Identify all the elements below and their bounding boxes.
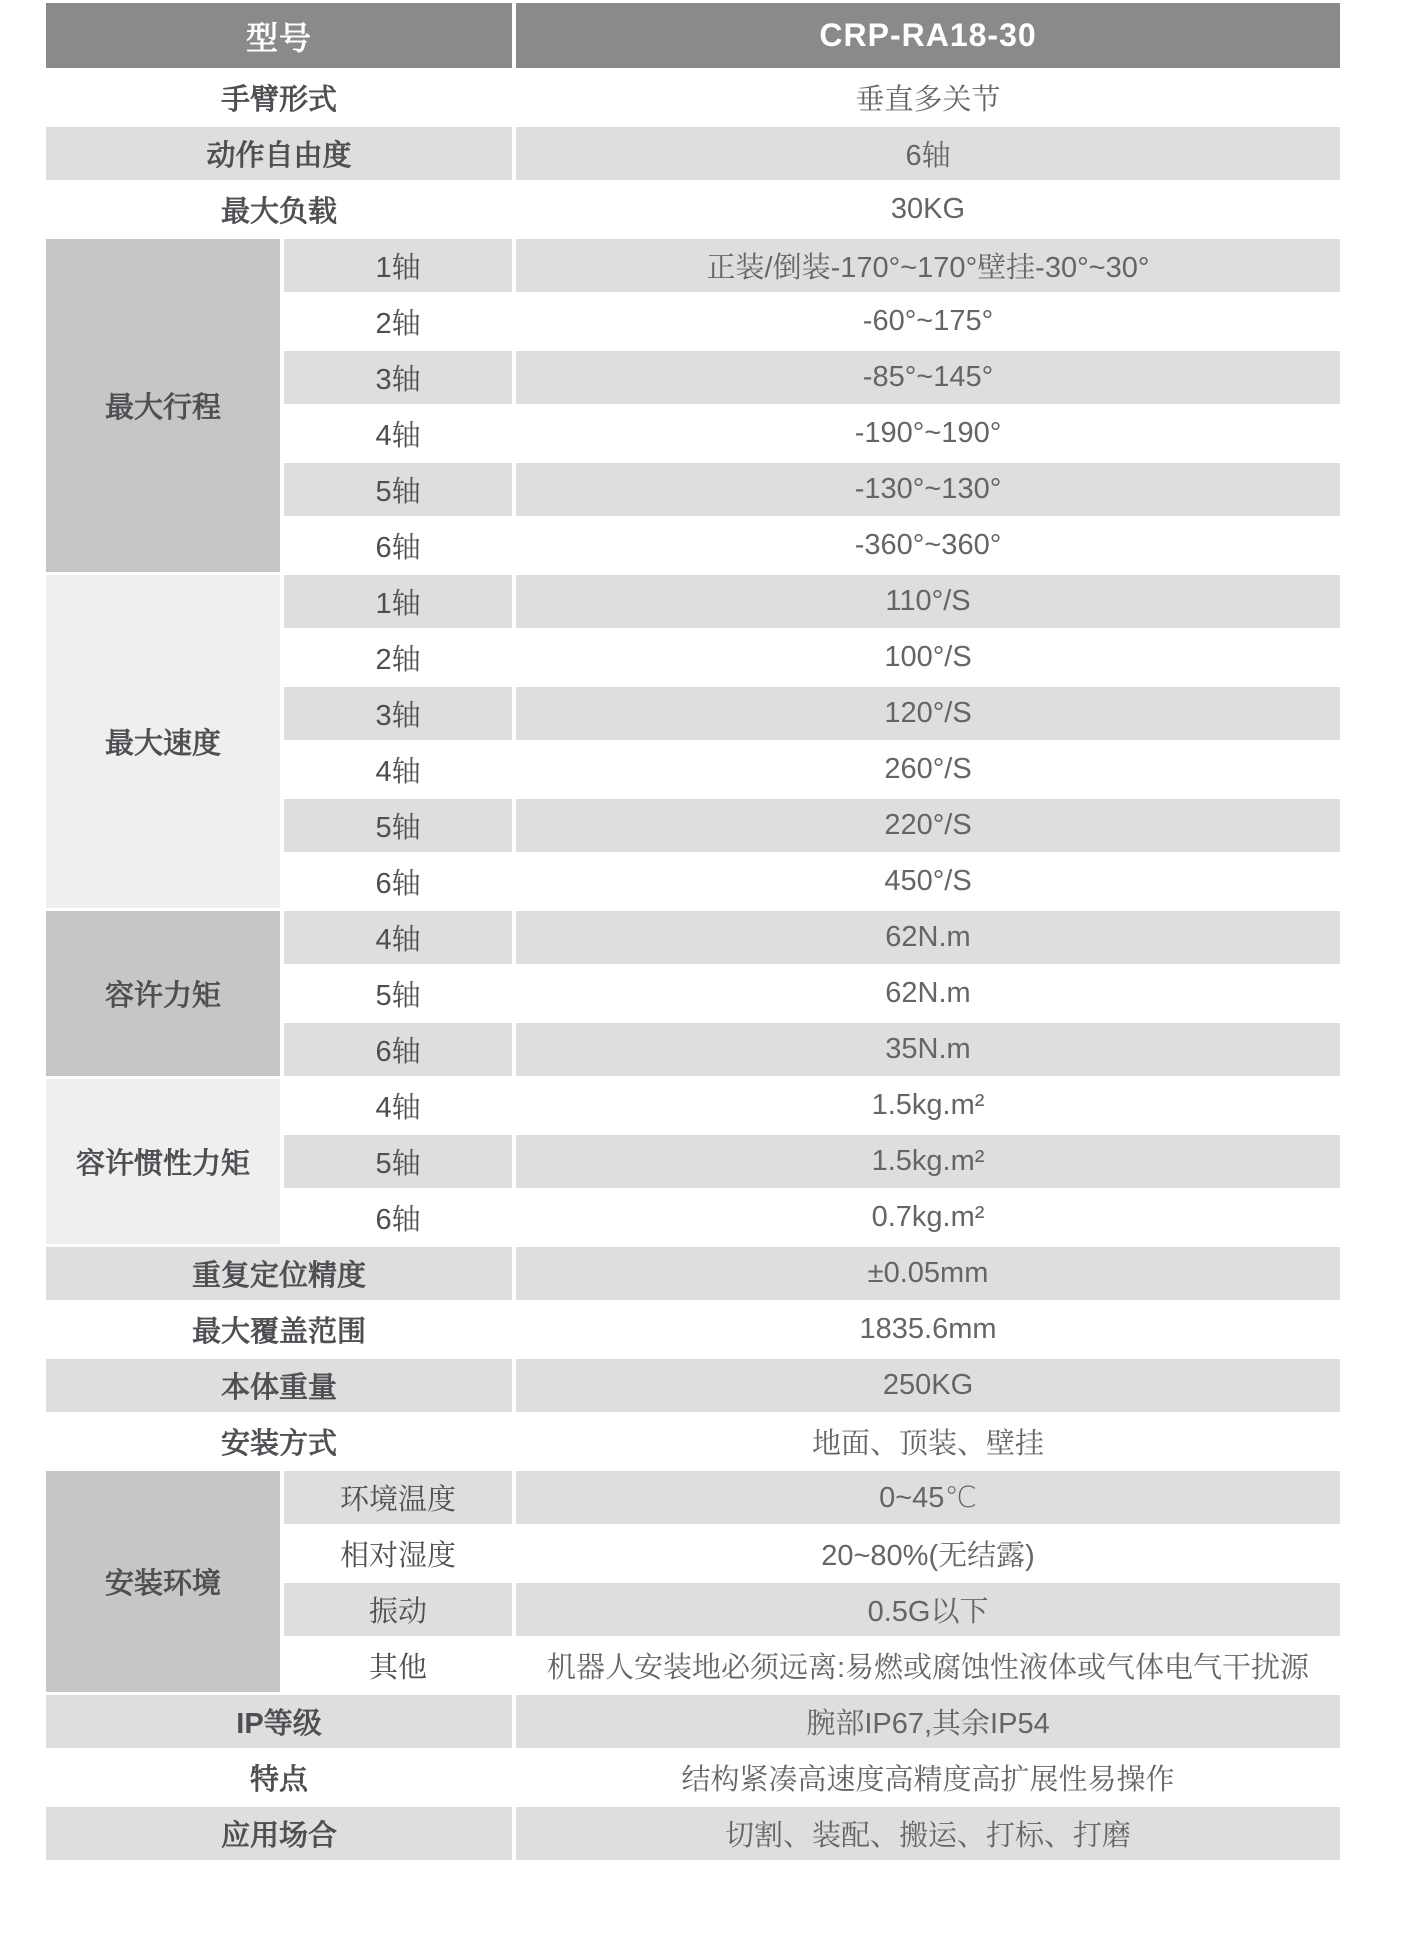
axis-label: 6轴 (284, 855, 512, 908)
env-label: 相对湿度 (284, 1527, 512, 1580)
axis-label: 4轴 (284, 911, 512, 964)
row-label-features: 特点 (46, 1751, 512, 1804)
table-row (46, 1751, 1340, 1804)
axis-value: 62N.m (516, 967, 1340, 1020)
env-value: 0~45℃ (516, 1471, 1340, 1524)
axis-label: 4轴 (284, 1079, 512, 1132)
env-label: 振动 (284, 1583, 512, 1636)
axis-label: 3轴 (284, 687, 512, 740)
axis-label: 5轴 (284, 463, 512, 516)
axis-value: -60°~175° (516, 295, 1340, 348)
row-value-dof: 6轴 (516, 127, 1340, 180)
axis-value: 450°/S (516, 855, 1340, 908)
env-value: 0.5G以下 (516, 1583, 1340, 1636)
axis-value: 100°/S (516, 631, 1340, 684)
env-value: 机器人安装地必须远离:易燃或腐蚀性液体或气体电气干扰源 (516, 1639, 1340, 1692)
axis-value: -130°~130° (516, 463, 1340, 516)
row-value-features: 结构紧凑高速度高精度高扩展性易操作 (516, 1751, 1340, 1804)
axis-value: 1.5kg.m² (516, 1135, 1340, 1188)
table-row (46, 1303, 1340, 1356)
axis-label: 1轴 (284, 239, 512, 292)
row-label-max-reach: 最大覆盖范围 (46, 1303, 512, 1356)
row-value-arm-type: 垂直多关节 (516, 71, 1340, 124)
table-row (46, 1807, 1340, 1860)
table-row (46, 1471, 1340, 1524)
table-row (46, 1415, 1340, 1468)
axis-label: 1轴 (284, 575, 512, 628)
axis-label: 5轴 (284, 1135, 512, 1188)
axis-value: -85°~145° (516, 351, 1340, 404)
row-label-mounting: 安装方式 (46, 1415, 512, 1468)
axis-value: 1.5kg.m² (516, 1079, 1340, 1132)
row-value-body-weight: 250KG (516, 1359, 1340, 1412)
table-row (46, 239, 1340, 292)
row-label-dof: 动作自由度 (46, 127, 512, 180)
table-row (46, 1359, 1340, 1412)
axis-label: 3轴 (284, 351, 512, 404)
axis-value: 35N.m (516, 1023, 1340, 1076)
env-label: 环境温度 (284, 1471, 512, 1524)
axis-value: 260°/S (516, 743, 1340, 796)
row-label-ip-rating: IP等级 (46, 1695, 512, 1748)
row-label-repeatability: 重复定位精度 (46, 1247, 512, 1300)
axis-label: 4轴 (284, 743, 512, 796)
row-value-applications: 切割、装配、搬运、打标、打磨 (516, 1807, 1340, 1860)
axis-label: 4轴 (284, 407, 512, 460)
table-row (46, 183, 1340, 236)
row-label-max-payload: 最大负载 (46, 183, 512, 236)
axis-value: 220°/S (516, 799, 1340, 852)
section-label-allowable-inertia: 容许惯性力矩 (46, 1079, 280, 1244)
axis-value: -360°~360° (516, 519, 1340, 572)
table-row (46, 575, 1340, 628)
axis-label: 5轴 (284, 967, 512, 1020)
axis-label: 5轴 (284, 799, 512, 852)
table-row (46, 71, 1340, 124)
row-label-arm-type: 手臂形式 (46, 71, 512, 124)
section-label-allowable-torque: 容许力矩 (46, 911, 280, 1076)
axis-value: 120°/S (516, 687, 1340, 740)
axis-label: 6轴 (284, 1023, 512, 1076)
axis-label: 6轴 (284, 1191, 512, 1244)
table-row (46, 1695, 1340, 1748)
model-label: 型号 (46, 3, 512, 68)
axis-value: 62N.m (516, 911, 1340, 964)
env-label: 其他 (284, 1639, 512, 1692)
table-row (46, 911, 1340, 964)
row-value-repeatability: ±0.05mm (516, 1247, 1340, 1300)
section-label-max-travel: 最大行程 (46, 239, 280, 572)
row-value-ip-rating: 腕部IP67,其余IP54 (516, 1695, 1340, 1748)
table-row (46, 127, 1340, 180)
env-value: 20~80%(无结露) (516, 1527, 1340, 1580)
axis-label: 2轴 (284, 295, 512, 348)
row-label-applications: 应用场合 (46, 1807, 512, 1860)
axis-value: 0.7kg.m² (516, 1191, 1340, 1244)
table-row (46, 1247, 1340, 1300)
axis-value: -190°~190° (516, 407, 1340, 460)
axis-value: 正装/倒装-170°~170°壁挂-30°~30° (516, 239, 1340, 292)
section-label-environment: 安装环境 (46, 1471, 280, 1692)
spec-table (42, 0, 1344, 1863)
table-row (46, 1079, 1340, 1132)
section-label-max-speed: 最大速度 (46, 575, 280, 908)
axis-label: 6轴 (284, 519, 512, 572)
row-value-max-payload: 30KG (516, 183, 1340, 236)
row-label-body-weight: 本体重量 (46, 1359, 512, 1412)
axis-label: 2轴 (284, 631, 512, 684)
row-value-mounting: 地面、顶装、壁挂 (516, 1415, 1340, 1468)
row-value-max-reach: 1835.6mm (516, 1303, 1340, 1356)
model-value: CRP-RA18-30 (516, 3, 1340, 68)
axis-value: 110°/S (516, 575, 1340, 628)
table-row (46, 3, 1340, 68)
